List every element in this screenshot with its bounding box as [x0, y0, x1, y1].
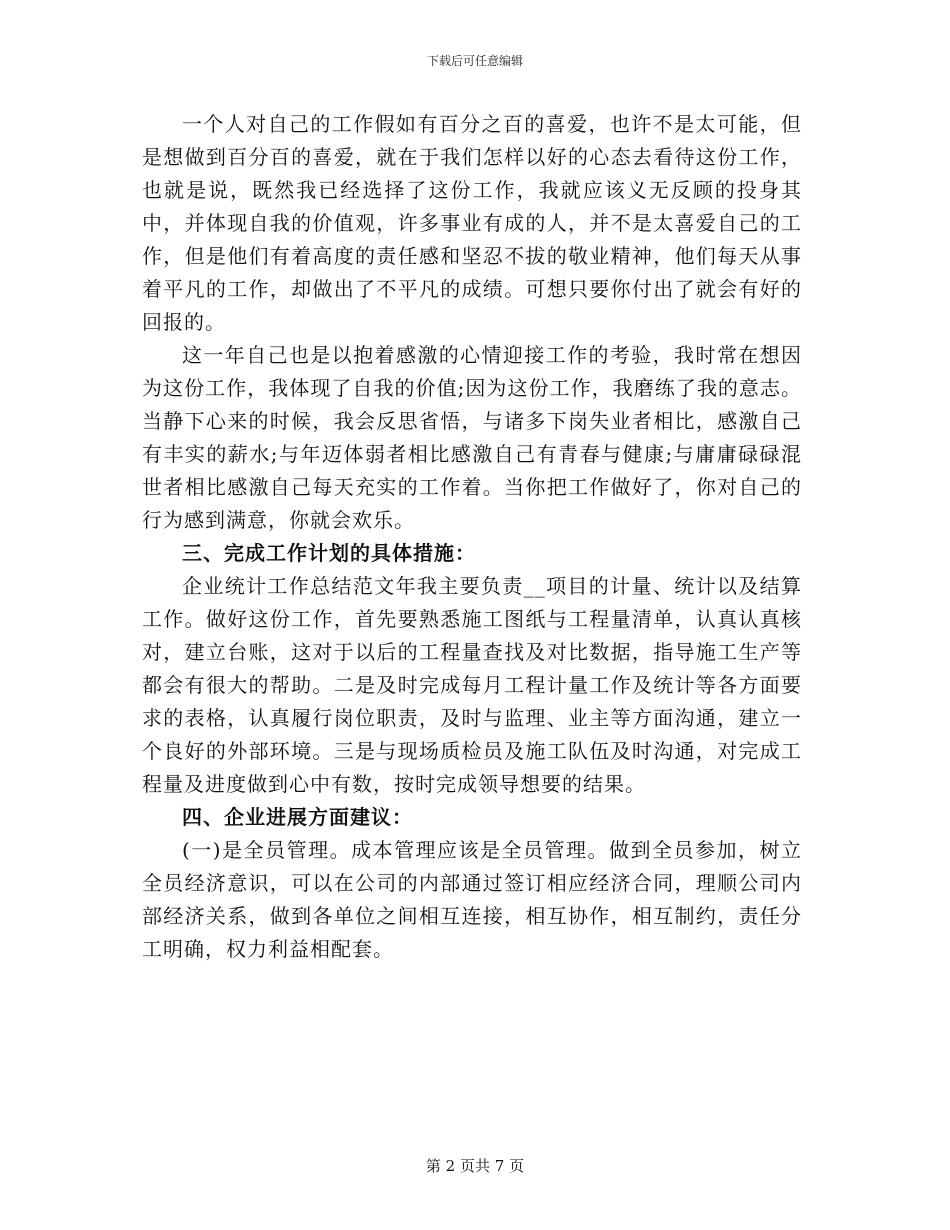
- page-header: 下载后可任意编辑: [426, 54, 523, 68]
- paragraph-suggestions: (一)是全员管理。成本管理应该是全员管理。做到全员参加，树立全员经济意识，可以在公司的内部通过签订相应经济合同，理顺公司内部经济关系，做到各单位之间相互连接，相互协作，相互制约，责任分工明确，权力利益相配套。: [142, 838, 802, 961]
- page-number: 第 2 页共 7 页: [425, 1157, 525, 1175]
- paragraph-measures: 企业统计工作总结范文年我主要负责__项目的计量、统计以及结算工作。做好这份工作，首先要熟悉施工图纸与工程量清单，认真认真核对，建立台账，这对于以后的工程量查找及对比数据，指导施工生产等都会有很大的帮助。二是及时完成每月工程计量工作及统计等各方面要求的表格，认真履行岗位职责，及时与监理、业主等方面沟通，建立一个良好的外部环境。三是与现场质检员及施工队伍及时沟通，对完成工程量及进度做到心中有数，按时完成领导想要的结果。: [142, 574, 802, 796]
- section-heading-measures: 三、完成工作计划的具体措施：: [182, 541, 476, 565]
- paragraph-gratitude: 这一年自己也是以抱着感激的心情迎接工作的考验，我时常在想因为这份工作，我体现了自我的价值;因为这份工作，我磨练了我的意志。当静下心来的时候，我会反思省悟，与诸多下岗失业者相比，感激自己有丰实的薪水;与年迈体弱者相比感激自己有青春与健康;与庸庸碌碌混世者相比感激自己每天充实的工作着。当你把工作做好了，你对自己的行为感到满意，你就会欢乐。: [142, 343, 802, 532]
- paragraph-attitude: 一个人对自己的工作假如有百分之百的喜爱，也许不是太可能，但是想做到百分百的喜爱，就在于我们怎样以好的心态去看待这份工作，也就是说，既然我已经选择了这份工作，我就应该义无反顾的投身其中，并体现自我的价值观，许多事业有成的人，并不是太喜爱自己的工作，但是他们有着高度的责任感和坚忍不拔的敬业精神，他们每天从事着平凡的工作，却做出了不平凡的成绩。可想只要你付出了就会有好的回报的。: [142, 112, 802, 334]
- document-body: [142, 108, 802, 966]
- section-heading-suggestions: 四、企业进展方面建议：: [182, 805, 413, 829]
